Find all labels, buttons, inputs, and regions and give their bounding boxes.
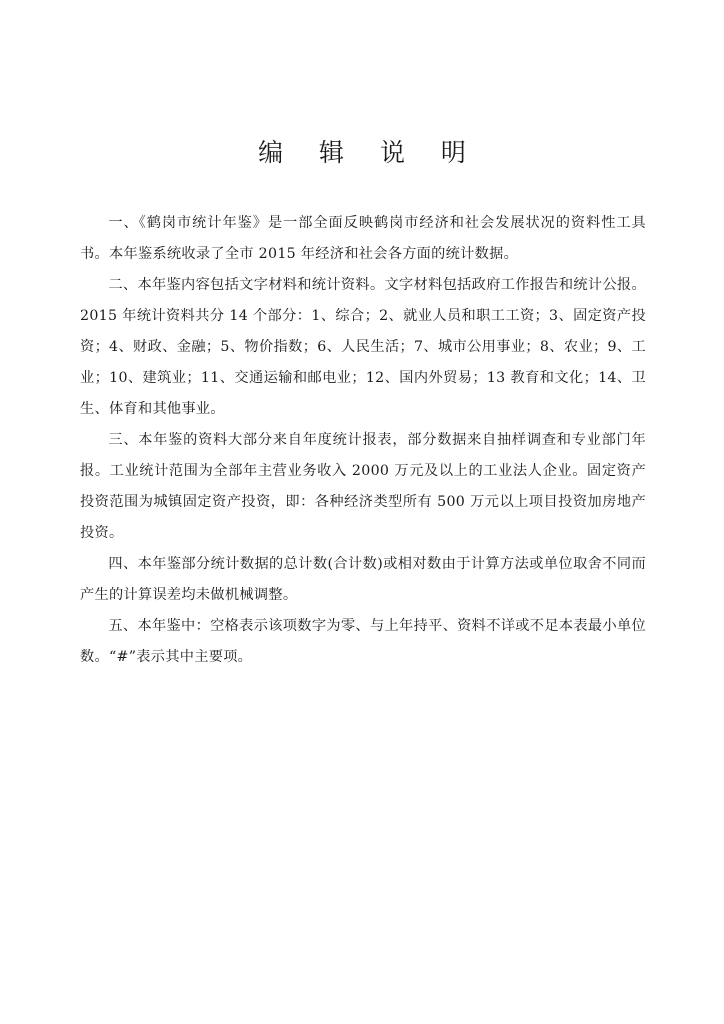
paragraph-5: 五、本年鉴中：空格表示该项数字为零、与上年持平、资料不详或不足本表最小单位数。“#”表示其中主要项。 xyxy=(80,618,646,665)
paragraph-1: 一、《鹤岗市统计年鉴》是一部全面反映鹤岗市经济和社会发展状况的资料性工具书。本年鉴系统收录了全市 2015 年经济和社会各方面的统计数据。 xyxy=(80,215,646,262)
paragraph-2: 二、本年鉴内容包括文字材料和统计资料。文字材料包括政府工作报告和统计公报。2015 年统计资料共分 14 个部分：1、综合；2、就业人员和职工工资；3、固定资产投资；4、财政、金融；5、物价指数；6、人民生活；7、城市公用事业；8、农业；9、工业；10、建筑业；11、交通运输和邮电业；12、国内外贸易；13 教育和文化；14、卫生、体育和其他事业。 xyxy=(80,277,646,417)
paragraph-3: 三、本年鉴的资料大部分来自年度统计报表，部分数据来自抽样调查和专业部门年报。工业统计范围为全部年主营业务收入 2000 万元及以上的工业法人企业。固定资产投资范围为城镇固定资产投资，即：各种经济类型所有 500 万元以上项目投资加房地产投资。 xyxy=(80,432,646,541)
paragraph-4: 四、本年鉴部分统计数据的总计数(合计数)或相对数由于计算方法或单位取舍不同而产生的计算误差均未做机械调整。 xyxy=(80,556,646,603)
document-body xyxy=(80,208,646,673)
page-title: 编 辑 说 明 xyxy=(258,138,480,167)
